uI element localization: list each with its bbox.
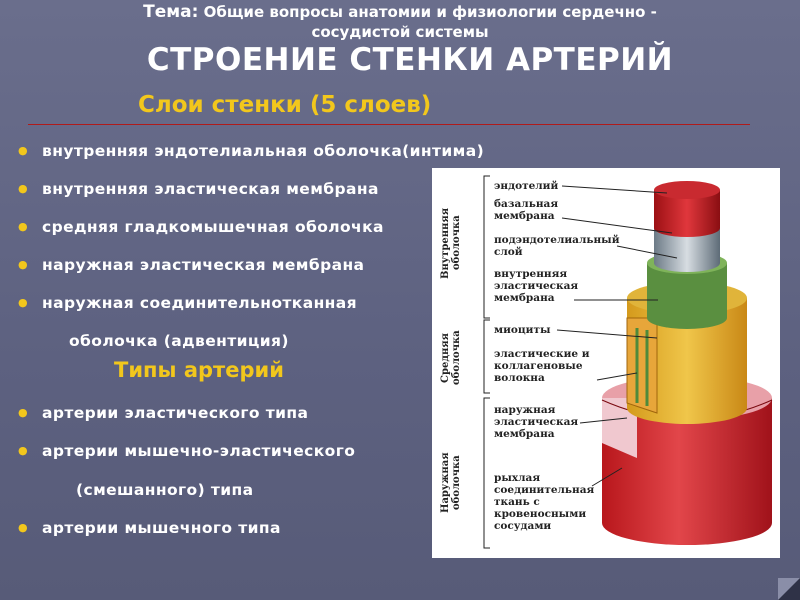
- label-basal-membrane: базальная мембрана: [494, 198, 559, 222]
- page-curl-corner: [778, 578, 800, 600]
- bullet-icon: ●: [18, 182, 28, 195]
- layer-item: ● внутренняя эластическая мембрана: [18, 180, 379, 198]
- type-item-continuation: (смешанного) типа: [76, 481, 254, 499]
- topic-label: Тема:: [143, 2, 199, 22]
- bullet-icon: ●: [18, 521, 28, 534]
- artery-drawing: [432, 168, 780, 558]
- bullet-icon: ●: [18, 444, 28, 457]
- label-external-elastic-membrane: наружная эластическая мембрана: [494, 404, 579, 440]
- label-elastic-collagen-fibers: эластические и коллагеновые волокна: [494, 348, 590, 384]
- type-item: ● артерии эластического типа: [18, 404, 309, 422]
- topic-header: [0, 2, 800, 42]
- layer-item: ● внутренняя эндотелиальная оболочка(интима): [18, 142, 485, 160]
- slide-title: СТРОЕНИЕ СТЕНКИ АРТЕРИЙ: [146, 42, 674, 78]
- group-label-middle: Средняя оболочка: [440, 330, 462, 386]
- divider-line: [28, 124, 750, 125]
- artery-wall-illustration: [432, 168, 780, 558]
- bullet-icon: ●: [18, 296, 28, 309]
- layer-item: ● наружная соединительнотканная: [18, 294, 358, 312]
- layer-item: ● средняя гладкомышечная оболочка: [18, 218, 384, 236]
- label-endothelium: эндотелий: [494, 180, 559, 192]
- label-myocytes: миоциты: [494, 324, 551, 336]
- layer-item-continuation: оболочка (адвентиция): [69, 332, 289, 350]
- group-label-inner: Внутренняя оболочка: [440, 207, 462, 279]
- topic-line-1: Общие вопросы анатомии и физиологии сердечно -: [198, 3, 657, 21]
- label-loose-connective-tissue: рыхлая соединительная ткань с кровеносными сосудами: [494, 472, 595, 532]
- type-item: ● артерии мышечного типа: [18, 519, 281, 537]
- types-subtitle: Типы артерий: [114, 358, 284, 382]
- bullet-icon: ●: [18, 406, 28, 419]
- topic-line-2: сосудистой системы: [311, 23, 489, 41]
- layers-subtitle: Слои стенки (5 слоев): [138, 92, 432, 118]
- label-subendothelial-layer: подэндотелиальный слой: [494, 234, 620, 258]
- bullet-icon: ●: [18, 220, 28, 233]
- bullet-icon: ●: [18, 144, 28, 157]
- group-label-outer: Наружная оболочка: [440, 452, 462, 514]
- label-internal-elastic-membrane: внутренняя эластическая мембрана: [494, 268, 579, 304]
- layer-item: ● наружная эластическая мембрана: [18, 256, 365, 274]
- type-item: ● артерии мышечно-эластического: [18, 442, 356, 460]
- bullet-icon: ●: [18, 258, 28, 271]
